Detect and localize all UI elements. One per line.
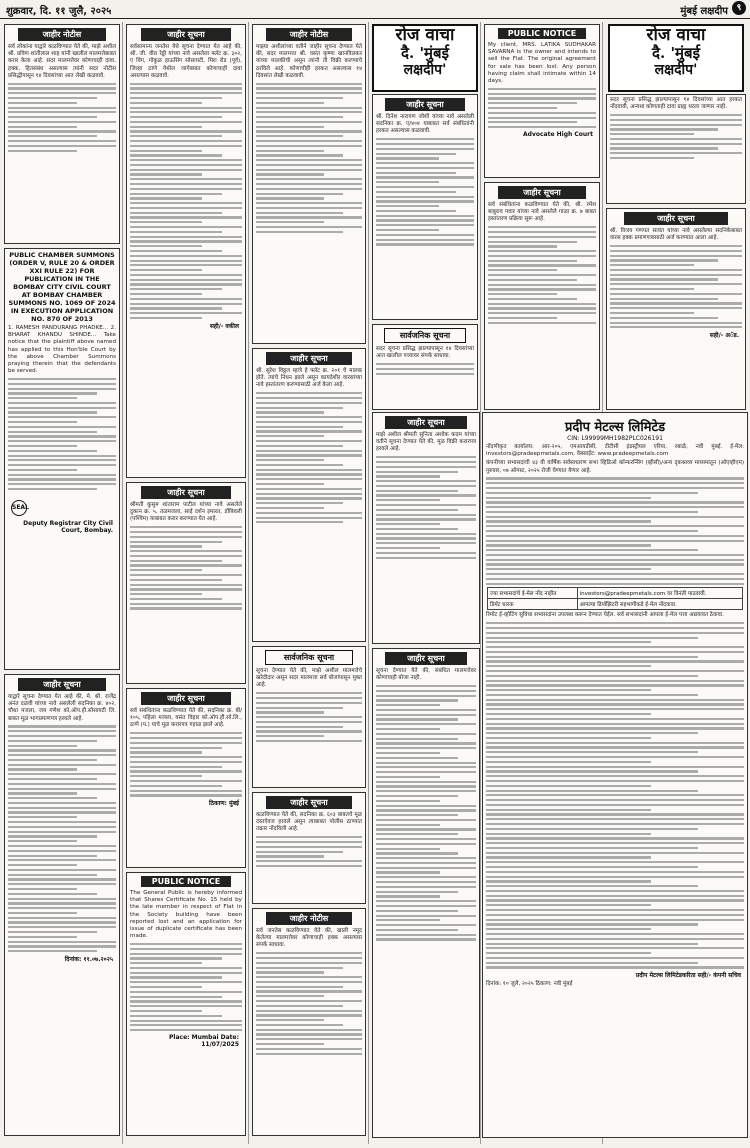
notice-heading: जाहीर सूचना xyxy=(498,186,586,199)
notice-3-3 xyxy=(252,646,366,788)
notice-text: याद्वारे सूचना देण्यात येत आहे की, मे. श्री. राजेंद्र अनंत दळवी यांच्या नावे असलेली सदनिका क्र. ४०२, चौथा मजला, जय गणेश को.ऑप.हौ.सोसायटी लि. बाबत मूळ भागप्रमाणपत्र हरवले आहे. xyxy=(8,694,116,722)
notice-heading: जाहीर नोटीस xyxy=(18,28,106,41)
notes-text: रिमोट ई-व्होटिंग सुविधा सभासदांना उपलब्ध करून देण्यात येईल. सर्व सभासदांनी आपला ई-मेल पत्ता अद्ययावत ठेवावा. xyxy=(486,612,724,619)
notice-text: सदर सूचना प्रसिद्ध झाल्यापासून १४ दिवसांच्या आत खालील पत्त्यावर संपर्क साधावा. xyxy=(376,346,474,360)
notice-text: श्रीमती कुसुम शांताराम पाटील यांच्या नावे असलेले दुकान क्र. ५, तळमजला, साई दर्शन इमारत, डोंबिवली (पश्चिम) याबाबत करार करण्यात येत आहे. xyxy=(130,502,242,523)
promo-line-1: रोज वाचा xyxy=(646,25,706,45)
notice-heading: जाहीर सूचना xyxy=(385,652,467,665)
notice-heading: जाहीर सूचना xyxy=(266,352,352,365)
notice-6-2 xyxy=(606,208,746,410)
company-intro: नोंदणीकृत कार्यालय: आर-२०५, एमआयडीसी, टीटीसी इंडस्ट्रीयल एरिया, रबाळे, नवी मुंबई. ई-मेल: investors@pradeepmetals.com, वेबसाईट: www.pradeepmetals.com xyxy=(486,444,744,458)
notice-text: सर्व जनतेस कळविण्यात येते की, खाली नमूद केलेल्या मालमत्तेवर कोणाचाही हक्क असल्यास संपर्क साधावा. xyxy=(256,928,362,949)
table-cell: ज्या सभासदांचे ई-मेल नोंद नाहीत xyxy=(488,588,578,599)
notice-text: सूचना देण्यात येते की, माझे अशील मालमत्तेचे खरेदीदार असून सदर मालमत्ता सर्व बोजांपासून मुक्त आहे. xyxy=(256,668,362,689)
promo-box xyxy=(372,24,478,92)
notice-3-5 xyxy=(252,908,366,1136)
notice-3-1 xyxy=(252,24,366,344)
notice-1-3 xyxy=(4,674,120,1136)
paper-name: मुंबई लक्षदीप xyxy=(680,6,728,17)
promo-line-2: दै. 'मुंबई xyxy=(652,44,700,62)
notice-text: सर्व लोकांना याद्वारे कळविण्यात येते की, माझे अशील श्री. प्रविण शांतीलाल शाह यांनी खालील मालमत्तेबाबत करार केला आहे. सदर मालमत्तेवर कोणाचाही दावा, हक्क, हितसंबंध असल्यास त्यांनी सदर नोटीस प्रसिद्धीपासून १४ दिवसांच्या आत लेखी कळवावे. xyxy=(8,44,116,79)
notice-heading: जाहीर सूचना xyxy=(141,28,232,41)
notice-signature: ठिकाण: मुंबई xyxy=(209,800,239,808)
notice-text: सूचना देण्यात येते की, संबंधित मालमत्तेवर कोणाचाही बोजा नाही. xyxy=(376,668,476,682)
notice-heading: जाहीर नोटीस xyxy=(266,28,352,41)
notice-text: My client, MRS. LATIKA SUDHAKAR SAVARNA is the owner and intends to sell the Flat. The original agreement for sale has been lost. Any person having claim shall intimate within 14 days. xyxy=(488,42,596,85)
table-row xyxy=(488,599,743,610)
notice-heading: जाहीर सूचना xyxy=(141,486,232,499)
notice-heading: जाहीर सूचना xyxy=(385,416,467,429)
company-cin: CIN: L99999MH1982PLC026191 xyxy=(567,435,663,442)
notice-date: दिनांक: १० जुलै, २०२५ ठिकाण: नवी मुंबई xyxy=(486,981,573,988)
chamber-summons xyxy=(4,248,120,670)
notice-text: श्री. विजय गणपत सावंत यांच्या नावे असलेल्या सदनिकेबाबत वारस हक्क प्रमाणपत्रासाठी अर्ज करण्यात आला आहे. xyxy=(610,228,742,242)
public-notice-5 xyxy=(484,24,600,178)
notice-text: सदर सूचना प्रसिद्ध झाल्यापासून १४ दिवसांच्या आत हरकत नोंदवावी, अन्यथा कोणताही दावा ग्राह्य धरला जाणार नाही. xyxy=(610,97,742,111)
pradeep-metals-notice xyxy=(482,412,748,1138)
company-title: प्रदीप मेटल्स लिमिटेड xyxy=(564,420,666,435)
notice-4-2 xyxy=(372,324,478,410)
notice-heading: PUBLIC NOTICE xyxy=(141,876,232,887)
promo-line-2: दै. 'मुंबई xyxy=(401,44,449,62)
promo-box xyxy=(608,24,744,92)
contact-table xyxy=(487,587,743,610)
notice-text: सर्व संबंधितांना कळविण्यात येते की, सदनिका क्र. बी/१०५, पहिला मजला, वसंत विहार को.ऑप.हौ.सो.लि., ठाणे (प.) याचे मूळ करारपत्र गहाळ झाले आहे. xyxy=(130,708,242,729)
issue-date: शुक्रवार, दि. ११ जुलै, २०२५ xyxy=(6,6,112,17)
company-signature: प्रदीप मेटल्स लिमिटेडकरिता सही/- कंपनी सचिव xyxy=(635,972,741,980)
notice-4-1 xyxy=(372,94,478,320)
notice-text: कळविण्यात येते की, सदनिका क्र. ६०३ बाबतचे मूळ दस्तऐवज हरवले असून त्याबाबत पोलीस ठाण्यात तक्रार नोंदविली आहे. xyxy=(256,812,362,833)
notice-text: सर्व संबंधितांना कळविण्यात येते की, श्री. रमेश बाबुराव पवार यांच्या नावे असलेले गाळा क्र. ७ बाबत हस्तांतरण प्रक्रिया सुरू आहे. xyxy=(488,202,596,223)
agm-text: कंपनीच्या सभासदांची ४३ वी वार्षिक सर्वसाधारण सभा व्हिडिओ कॉन्फरन्सिंग (व्हीसी)/अन्य दृकश्राव्य माध्यमातून (ओएव्हीएम) गुरुवार, ०७ ऑगस्ट, २०२५ रोजी घेण्यात येणार आहे. xyxy=(486,460,744,474)
notice-text: माझ्या अशीलांच्या वतीने जाहीर सूचना देण्यात येते की, सदर मालमत्ता श्री. वसंत कृष्णा खानविलकर यांच्या मालकीची असून त्यांनी ती विक्री करण्याचे ठरविले आहे. कोणाचीही हरकत असल्यास १४ दिवसांत लेखी कळवावी. xyxy=(256,44,362,79)
table-row xyxy=(488,588,743,599)
notice-heading: जाहीर सूचना xyxy=(18,678,106,691)
notice-2-2 xyxy=(126,482,246,684)
summons-text: 1. RAMESH PANDURANG PHADKE... 2. BHARAT KHANDU SHINDE... Take notice that the plaintiff above named has applied to this Hon'ble Court by the above Chamber Summons praying therein that the defendants be served. xyxy=(8,325,116,375)
promo-line-1: रोज वाचा xyxy=(395,25,455,45)
notice-5-2 xyxy=(484,182,600,410)
promo-line-3: लक्षदीप' xyxy=(654,62,698,78)
notice-heading: जाहीर सूचना xyxy=(266,796,352,809)
notice-6-1 xyxy=(606,94,746,204)
notice-signature: सही/- अॅड. xyxy=(709,332,739,340)
public-notice-2 xyxy=(126,872,246,1136)
table-cell: investors@pradeepmetals.com वर विनंती पाठवावी. xyxy=(577,588,742,599)
summons-title: PUBLIC CHAMBER SUMMONS (ORDER V, RULE 20 & ORDER XXI RULE 22) FOR PUBLICATION IN THE BOMBAY CITY CIVIL COURT AT BOMBAY CHAMBER SUMMONS NO. 1069 OF 2024 IN EXECUTION APPLICATION NO. 870 OF 2013 xyxy=(8,251,116,323)
promo-line-3: लक्षदीप' xyxy=(403,62,447,78)
notice-text: श्री. दिनेश नारायण जोशी यांच्या नावे असलेली सदनिका क्र. ए/४०४ याबाबत सर्व संबंधितांनी हरकत असल्यास कळवावी. xyxy=(376,114,474,135)
table-cell: डिमॅट धारक xyxy=(488,599,578,610)
column-3 xyxy=(250,22,369,1144)
notice-signature: सही/- वकील xyxy=(209,322,239,330)
notice-signature: Advocate High Court xyxy=(523,130,593,138)
masthead xyxy=(0,0,750,19)
notice-heading: सार्वजनिक सूचना xyxy=(265,650,353,665)
notice-text: श्री. सुरेश विठ्ठल म्हात्रे हे फ्लॅट क्र. २०१ चे मालक होते. त्यांचे निधन झाले असून कायदेशीर वारसांच्या नावे हस्तांतरण करण्यासाठी अर्ज केला आहे. xyxy=(256,368,362,389)
notice-4-3 xyxy=(372,412,480,644)
notice-3-2 xyxy=(252,348,366,642)
summons-signature: Deputy Registrar City Civil Court, Bombay. xyxy=(23,520,113,535)
notice-5-3 xyxy=(372,648,480,1138)
notice-signature: दिनांक: ११.०७.२०२५ xyxy=(64,955,113,963)
notice-2-3 xyxy=(126,688,246,868)
notice-heading: जाहीर सूचना xyxy=(385,98,466,111)
notice-heading: जाहीर सूचना xyxy=(624,212,729,225)
notice-text: माझे अशील श्रीमती सुनिता अशोक कदम यांच्या वतीने सूचना देण्यात येते की, मूळ विक्री करारपत्र हरवले आहे. xyxy=(376,432,476,453)
page-number: ९ xyxy=(732,1,746,15)
notice-text: सर्वसामान्य जनतेस येथे सूचना देण्यात येत आहे की, श्री. जी. वीरा रेड्डी यांच्या नावे असलेला फ्लॅट क्र. ३०२, ए विंग, गोकुळ हाऊसिंग सोसायटी, मिरा रोड (पूर्व), जिल्हा ठाणे येथील जागेबाबत कोणाचाही दावा असल्यास कळवावे. xyxy=(130,44,242,79)
court-seal-icon: SEAL xyxy=(11,500,27,516)
notice-signature: Place: Mumbai Date: 11/07/2025 xyxy=(169,1033,239,1048)
notice-heading: जाहीर सूचना xyxy=(141,692,232,705)
notice-2-1 xyxy=(126,24,246,478)
notice-heading: सार्वजनिक सूचना xyxy=(384,328,467,343)
column-1 xyxy=(2,22,123,1144)
notice-heading: PUBLIC NOTICE xyxy=(498,28,586,39)
column-2 xyxy=(124,22,249,1144)
notice-text: The General Public is hereby informed that Shares Certificate No. 15 held by the late member in respect of Flat in the Society building have been reported lost and an application for issue of duplicate certificate has been made. xyxy=(130,890,242,940)
notice-heading: जाहीर नोटीस xyxy=(266,912,352,925)
table-cell: आपल्या डिपॉझिटरी सहभागीकडे ई-मेल नोंदवावा. xyxy=(577,599,742,610)
notice-1-1 xyxy=(4,24,120,244)
notice-3-4 xyxy=(252,792,366,904)
